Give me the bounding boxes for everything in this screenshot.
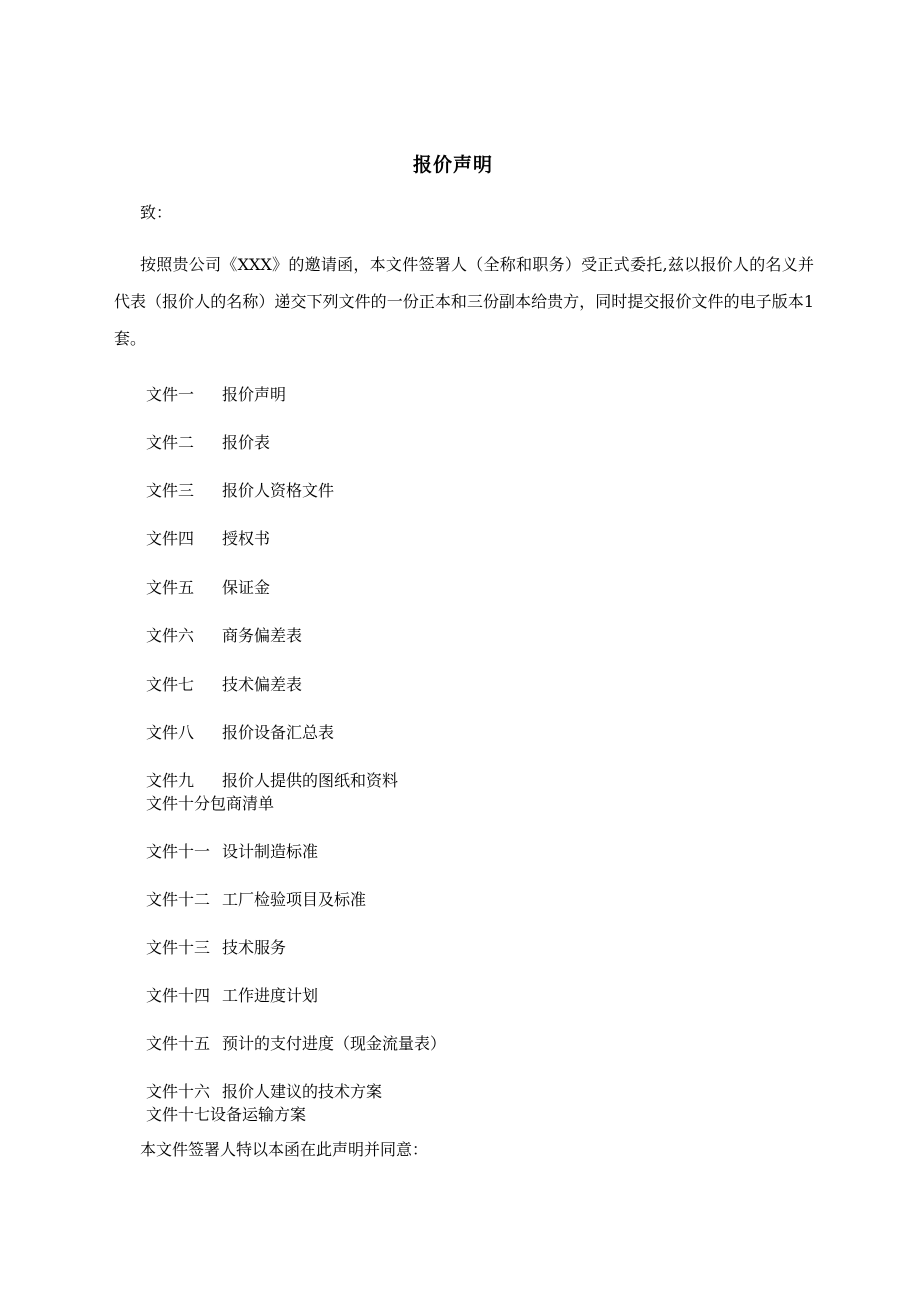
file-list-item: [146, 984, 318, 1008]
file-name: 报价人建议的技术方案: [222, 1082, 383, 1101]
file-number: 文件十四: [146, 986, 211, 1005]
file-list-item: [146, 888, 366, 912]
file-list-item: [146, 769, 398, 793]
file-list-item: [146, 792, 274, 816]
file-name: 报价人资格文件: [222, 481, 335, 500]
file-number: 文件二: [146, 433, 195, 452]
file-number: 文件一: [146, 385, 195, 404]
file-number: 文件四: [146, 529, 195, 548]
file-list-item: [146, 1080, 382, 1104]
file-list-item: [146, 431, 270, 455]
file-number: 文件八: [146, 723, 195, 742]
file-name: 预计的支付进度（现金流量表）: [222, 1034, 447, 1053]
salutation: 致：: [140, 203, 173, 222]
file-number: 文件九: [146, 771, 195, 790]
file-list-item: [146, 673, 302, 697]
file-name: 授权书: [222, 529, 271, 548]
file-number: 文件十: [146, 794, 195, 813]
file-name: 设计制造标准: [222, 842, 319, 861]
file-name: 报价声明: [222, 385, 287, 404]
file-name: 报价人提供的图纸和资料: [222, 771, 399, 790]
file-list-item: [146, 624, 302, 648]
file-name: 工厂检验项目及标准: [222, 890, 367, 909]
intro-paragraph: 按照贵公司《XXX》的邀请函，本文件签署人（全称和职务）受正式委托,兹以报价人的名义并代表（报价人的名称）递交下列文件的一份正本和三份副本给贵方，同时提交报价文件的电子版本1套。: [114, 255, 814, 348]
file-list-item: [146, 479, 334, 503]
file-number: 文件十二: [146, 890, 211, 909]
file-list-item: [146, 840, 318, 864]
file-name: 保证金: [222, 578, 271, 597]
file-number: 文件十三: [146, 938, 211, 957]
file-number: 文件十六: [146, 1082, 211, 1101]
file-list-item: [146, 936, 286, 960]
file-name: 技术偏差表: [222, 675, 303, 694]
file-list-item: [146, 721, 334, 745]
file-number: 文件七: [146, 675, 195, 694]
document-title: 报价声明: [412, 154, 493, 176]
file-name: 技术服务: [222, 938, 287, 957]
file-name: 商务偏差表: [222, 626, 303, 645]
file-list-item: [146, 383, 286, 407]
file-list-item: [146, 576, 270, 600]
file-number: 文件十五: [146, 1034, 211, 1053]
file-name: 报价设备汇总表: [222, 723, 335, 742]
file-list-item: [146, 1032, 446, 1056]
file-list-item: [146, 527, 270, 551]
file-name: 分包商清单: [194, 794, 275, 813]
file-number: 文件十一: [146, 842, 211, 861]
closing-statement: 本文件签署人特以本函在此声明并同意：: [140, 1140, 429, 1159]
file-list-item: [146, 1103, 306, 1127]
file-number: 文件五: [146, 578, 195, 597]
file-number: 文件十七: [146, 1105, 211, 1124]
file-number: 文件六: [146, 626, 195, 645]
file-name: 设备运输方案: [210, 1105, 307, 1124]
file-name: 工作进度计划: [222, 986, 319, 1005]
file-number: 文件三: [146, 481, 195, 500]
file-name: 报价表: [222, 433, 271, 452]
